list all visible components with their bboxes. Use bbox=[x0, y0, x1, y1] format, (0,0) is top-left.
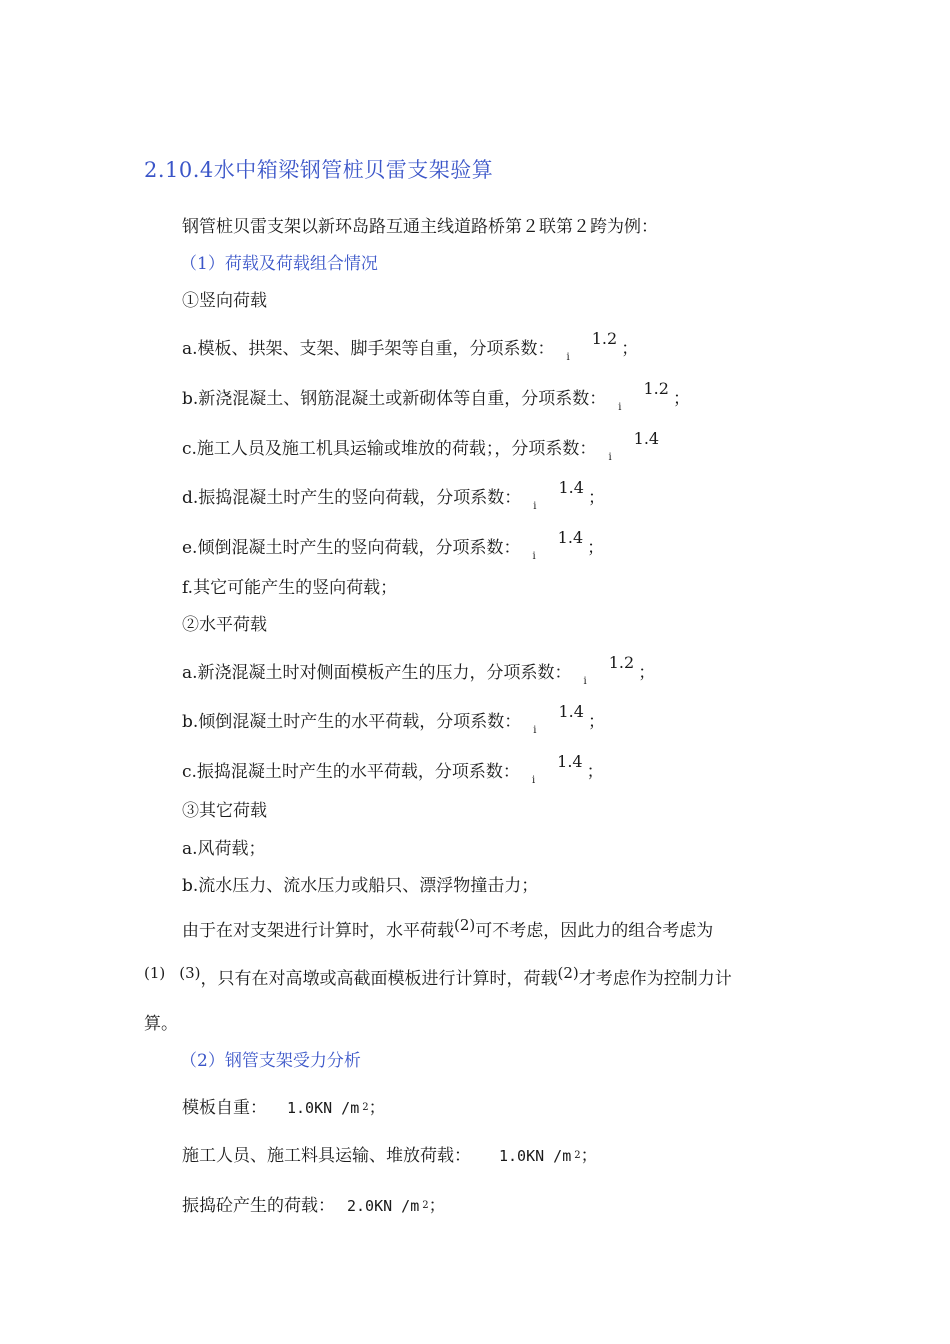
section-heading: 2.10.4水中箱梁钢管桩贝雷支架验算 bbox=[144, 158, 494, 182]
other-load-item-b: b.流水压力、流水压力或船只、漂浮物撞击力； bbox=[182, 876, 539, 896]
other-load-title: ③其它荷载 bbox=[182, 801, 267, 821]
combination-paragraph-line1: 由于在对支架进行计算时，水平荷载(2)可不考虑，因此力的组合考虑为 bbox=[182, 916, 714, 941]
horizontal-load-item-c: c.振捣混凝土时产生的水平荷载，分项系数： $_i$1.4； bbox=[182, 752, 604, 786]
vertical-load-item-f: f.其它可能产生的竖向荷载； bbox=[182, 578, 398, 598]
horizontal-load-item-b: b.倾倒混凝土时产生的水平荷载，分项系数： $_i$1.4； bbox=[182, 702, 605, 736]
subsection-title-analysis: （2）钢管支架受力分析 bbox=[180, 1051, 361, 1071]
load-row-construction: 施工人员、施工料具运输、堆放荷载： 1.0KN /m 2； bbox=[182, 1146, 598, 1166]
vertical-load-item-c: c.施工人员及施工机具运输或堆放的荷载；，分项系数： $_i$1.4 bbox=[182, 429, 660, 463]
combination-paragraph-line2: (1) (3)，只有在对高墩或高截面模板进行计算时，荷载(2)才考虑作为控制力计 bbox=[144, 964, 732, 989]
vertical-load-item-d: d.振捣混凝土时产生的竖向荷载，分项系数： $_i$1.4； bbox=[182, 478, 605, 512]
load-row-formwork: 模板自重： 1.0KN /m 2； bbox=[182, 1098, 386, 1118]
combination-paragraph-line3: 算。 bbox=[144, 1014, 178, 1034]
subsection-title-loads: （1）荷载及荷载组合情况 bbox=[180, 254, 378, 274]
other-load-item-a: a.风荷载； bbox=[182, 839, 266, 859]
vertical-load-item-a: a.模板、拱架、支架、脚手架等自重，分项系数： $_i$1.2； bbox=[182, 329, 639, 363]
load-row-vibration: 振捣砼产生的荷载： 2.0KN /m 2； bbox=[182, 1196, 446, 1216]
horizontal-load-title: ②水平荷载 bbox=[182, 615, 267, 635]
horizontal-load-item-a: a.新浇混凝土时对侧面模板产生的压力，分项系数： $_i$1.2； bbox=[182, 653, 656, 687]
vertical-load-item-b: b.新浇混凝土、钢筋混凝土或新砌体等自重，分项系数： $_i$1.2； bbox=[182, 379, 690, 413]
vertical-load-item-e: e.倾倒混凝土时产生的竖向荷载，分项系数： $_i$1.4； bbox=[182, 528, 605, 562]
intro-paragraph: 钢管桩贝雷支架以新环岛路互通主线道路桥第２联第２跨为例： bbox=[182, 217, 658, 237]
vertical-load-title: ①竖向荷载 bbox=[182, 291, 267, 311]
